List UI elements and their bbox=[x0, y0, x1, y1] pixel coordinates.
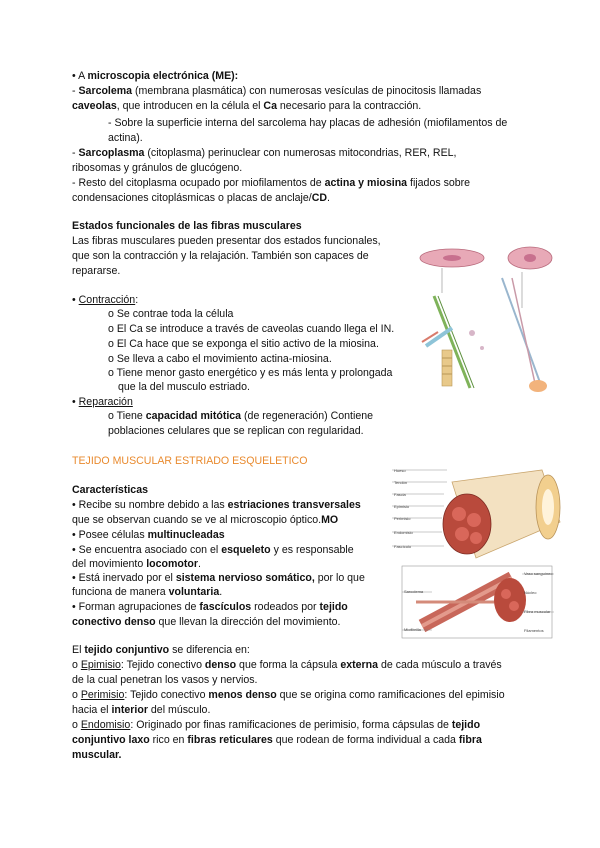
sarcolema-line-2: caveolas, que introducen en la célula el Ca necesario para la contracción. bbox=[72, 100, 422, 112]
car-line: • Está inervado por el sistema nervioso somático, por lo que bbox=[72, 572, 365, 584]
me-line: • A microscopia electrónica (ME): bbox=[72, 70, 239, 82]
figure2-label: Hueso bbox=[394, 468, 406, 473]
sarcoplasma-line: - Sarcoplasma (citoplasma) perinuclear con numerosas mitocondrias, RER, REL, bbox=[72, 147, 457, 159]
figure2-label: Tendón bbox=[394, 480, 408, 485]
skeletal-muscle-figure bbox=[392, 462, 570, 642]
section-title: TEJIDO MUSCULAR ESTRIADO ESQUELETICO bbox=[72, 455, 308, 467]
contraccion-item: o Se lleva a cabo el movimiento actina-miosina. bbox=[108, 353, 332, 365]
reparacion-line-1: o Tiene capacidad mitótica (de regeneración) Contiene bbox=[108, 410, 373, 422]
smooth-muscle-figure bbox=[412, 238, 572, 398]
reparacion-line-2: poblaciones celulares que se replican con regularidad. bbox=[108, 425, 364, 437]
caracteristicas-heading: Características bbox=[72, 484, 148, 496]
epimisio-line-2: de la cual penetran los vasos y nervios. bbox=[72, 674, 258, 686]
endomisio-line-3: muscular. bbox=[72, 749, 122, 761]
contraccion-item: o Tiene menor gasto energético y es más lenta y prolongada bbox=[108, 367, 393, 379]
reparacion-bullet: • Reparación bbox=[72, 396, 133, 408]
perimisio-line: o Perimisio: Tejido conectivo menos denso que se origina como ramificaciones del epimisio bbox=[72, 689, 505, 701]
sarcoplasma-line-2: ribosomas y gránulos de glucógeno. bbox=[72, 162, 243, 174]
car-line: • Recibe su nombre debido a las estriaciones transversales bbox=[72, 499, 361, 511]
car-line: • Forman agrupaciones de fascículos rodeados por tejido bbox=[72, 601, 348, 613]
resto-line: - Resto del citoplasma ocupado por miofilamentos de actina y miosina fijados sobre bbox=[72, 177, 471, 189]
estados-p3: repararse. bbox=[72, 265, 121, 277]
contraccion-item: que la del musculo estriado. bbox=[118, 381, 250, 393]
endomisio-line: o Endomisio: Originado por finas ramificaciones de perimisio, forma cápsulas de tejido bbox=[72, 719, 481, 731]
car-line: que se observan cuando se ve al microscopio óptico.MO bbox=[72, 514, 339, 526]
sarcolema-line: - Sarcolema (membrana plasmática) con numerosas vesículas de pinocitosis llamadas bbox=[72, 85, 482, 97]
figure2-label: Epimisio bbox=[394, 504, 410, 509]
figure2-label: Vaso sanguíneo bbox=[524, 571, 553, 576]
me-title: microscopia electrónica (ME): bbox=[87, 70, 239, 82]
epimisio-line: o Epimisio: Tejido conectivo denso que forma la cápsula externa de cada músculo a través bbox=[72, 659, 502, 671]
car-line: conectivo denso que llevan la dirección del movimiento. bbox=[72, 616, 341, 628]
sarcolema-sub-2: actina). bbox=[108, 132, 143, 144]
resto-line-2: condensaciones citoplásmicas o placas de anclaje/CD. bbox=[72, 192, 330, 204]
figure2-label: Perimisio bbox=[394, 516, 411, 521]
estados-p2: que son la contracción y la relajación. También son capaces de bbox=[72, 250, 369, 262]
figure2-label: Sarcolema bbox=[404, 589, 424, 594]
car-line: del movimiento locomotor. bbox=[72, 558, 201, 570]
sarcolema-sub-1: - Sobre la superficie interna del sarcolema hay placas de adhesión (miofilamentos de bbox=[108, 117, 508, 129]
figure2-label: Filamentos bbox=[524, 628, 544, 633]
car-line: • Posee células multinucleadas bbox=[72, 529, 225, 541]
perimisio-line-2: hacia el interior del músculo. bbox=[72, 704, 211, 716]
contraccion-item: o El Ca hace que se exponga el sitio activo de la miosina. bbox=[108, 338, 379, 350]
figure2-label: Miofibrilla bbox=[404, 627, 421, 632]
contraccion-bullet: • Contracción: bbox=[72, 294, 139, 306]
car-line: funciona de manera voluntaria. bbox=[72, 586, 223, 598]
car-line: • Se encuentra asociado con el esqueleto y es responsable bbox=[72, 544, 354, 556]
contraccion-item: o Se contrae toda la célula bbox=[108, 308, 234, 320]
contraccion-item: o El Ca se introduce a través de caveolas cuando llega el IN. bbox=[108, 323, 395, 335]
estados-p1: Las fibras musculares pueden presentar dos estados funcionales, bbox=[72, 235, 381, 247]
figure2-label: Fascia bbox=[394, 492, 406, 497]
conjuntivo-intro: El tejido conjuntivo se diferencia en: bbox=[72, 644, 250, 656]
figure2-label: Núcleo bbox=[524, 590, 537, 595]
estados-heading: Estados funcionales de las fibras musculares bbox=[72, 220, 302, 232]
figure2-label: Endomisio bbox=[394, 530, 413, 535]
figure2-label: Fascículo bbox=[394, 544, 412, 549]
endomisio-line-2: conjuntivo laxo rico en fibras reticulares que rodean de forma individual a cada fibra bbox=[72, 734, 482, 746]
figure2-label: Fibra muscular bbox=[524, 609, 551, 614]
